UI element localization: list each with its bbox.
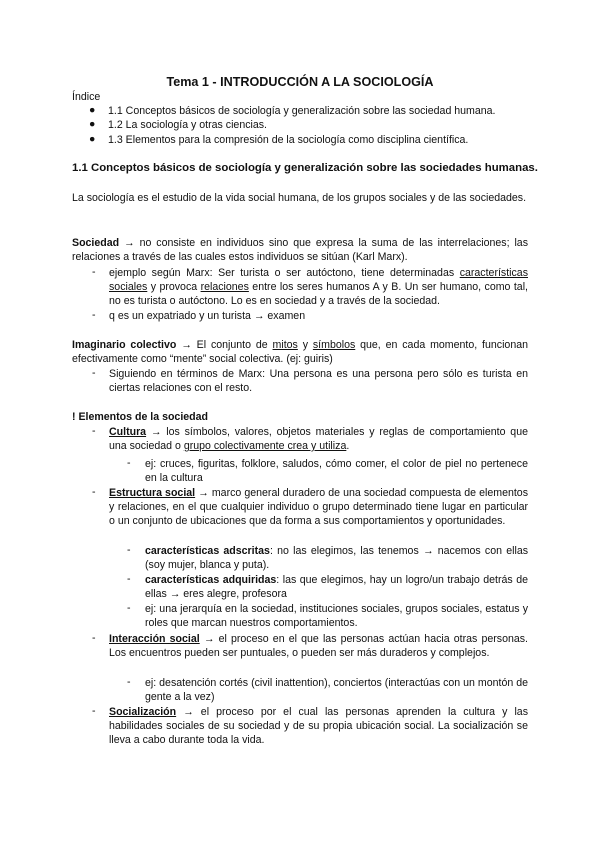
adquiridas-item: características adquiridas: las que elegimos, hay un logro/un trabajo detrás de ellas → eres alegre, profesora <box>145 574 528 600</box>
section-heading: 1.1 Conceptos básicos de sociología y generalización sobre las sociedades humanas. <box>72 162 538 174</box>
interaccion-item: Interacción social → el proceso en el que las personas actúan hacia otras personas. Los encuentros pueden ser puntuales, o pueden ser más duraderos y complejos. <box>109 633 528 659</box>
imaginario-sub: Siguiendo en términos de Marx: Una persona es una persona pero sólo es turista en ciertas relaciones con el resto. <box>109 368 528 394</box>
imaginario-paragraph: Imaginario colectivo → El conjunto de mitos y símbolos que, en cada momento, funcionan efectivamente como “mente” social colectiva. (ej: guiris) <box>72 339 529 365</box>
estructura-item: Estructura social → marco general duradero de una sociedad compuesta de elementos y relaciones, en el que cualquier individuo o grupo determinado tiene lugar en particular o un conjunto de ubicaciones que da forma a sus comportamientos y oportunidades. <box>109 487 528 527</box>
intro-paragraph: La sociología es el estudio de la vida social humana, de los grupos sociales y de las sociedades. <box>72 192 527 204</box>
dash-icon: - <box>92 309 96 321</box>
dash-icon: - <box>127 573 131 585</box>
dash-icon: - <box>127 544 131 556</box>
index-label: Índice <box>72 91 101 103</box>
cultura-example: ej: cruces, figuritas, folklore, saludos, cómo comer, el color de piel no pertenece en la cultura <box>145 458 528 484</box>
sociedad-term: Sociedad <box>72 237 120 249</box>
index-item: 1.1 Conceptos básicos de sociología y generalización sobre las sociedad humana. <box>108 105 496 117</box>
sociedad-example-1: ejemplo según Marx: Ser turista o ser autóctono, tiene determinadas características sociales y provoca relaciones entre los seres humanos A y B. Un ser humano, como tal, no es turista o autóctono. Lo es en sociedad y a través de la sociedad. <box>109 267 528 307</box>
dash-icon: - <box>92 705 96 717</box>
dash-icon: - <box>127 676 131 688</box>
sociedad-paragraph <box>72 236 528 264</box>
dash-icon: - <box>127 457 131 469</box>
dash-icon: - <box>92 266 96 278</box>
index-item: 1.2 La sociología y otras ciencias. <box>108 119 267 131</box>
index-item: 1.3 Elementos para la compresión de la sociología como disciplina científica. <box>108 134 469 146</box>
dash-icon: - <box>92 632 96 644</box>
dash-icon: - <box>92 367 96 379</box>
interaccion-example: ej: desatención cortés (civil inattention), conciertos (interactúas con un montón de gente a la vez) <box>145 677 528 703</box>
bullet-icon: ● <box>89 118 96 130</box>
elementos-heading: ! Elementos de la sociedad <box>72 411 208 423</box>
adscritas-item: características adscritas: no las elegimos, las tenemos → nacemos con ellas (soy mujer, blanca y puta). <box>145 545 529 571</box>
cultura-item: Cultura → los símbolos, valores, objetos materiales y reglas de comportamiento que una sociedad o grupo colectivamente crea y utiliza. <box>109 426 528 452</box>
socializacion-item: Socialización → el proceso por el cual las personas aprenden la cultura y las habilidades sociales de su sociedad y de su propia ubicación social. La socialización se lleva a cabo durante toda la vida. <box>109 706 528 746</box>
bullet-icon: ● <box>89 104 96 116</box>
sociedad-def: → no consiste en individuos sino que expresa la suma de las interrelaciones; las relaciones a través de las cuales estos individuos se sitúan (Karl Marx). <box>72 237 528 263</box>
sociedad-example-2: q es un expatriado y un turista → examen <box>109 310 306 322</box>
dash-icon: - <box>92 486 96 498</box>
page-title: Tema 1 - INTRODUCCIÓN A LA SOCIOLOGÍA <box>166 75 434 89</box>
bullet-icon: ● <box>89 133 96 145</box>
dash-icon: - <box>127 602 131 614</box>
estructura-example: ej: una jerarquía en la sociedad, instituciones sociales, grupos sociales, estatus y roles que marcan nuestros comportamientos. <box>145 603 528 629</box>
dash-icon: - <box>92 425 96 437</box>
